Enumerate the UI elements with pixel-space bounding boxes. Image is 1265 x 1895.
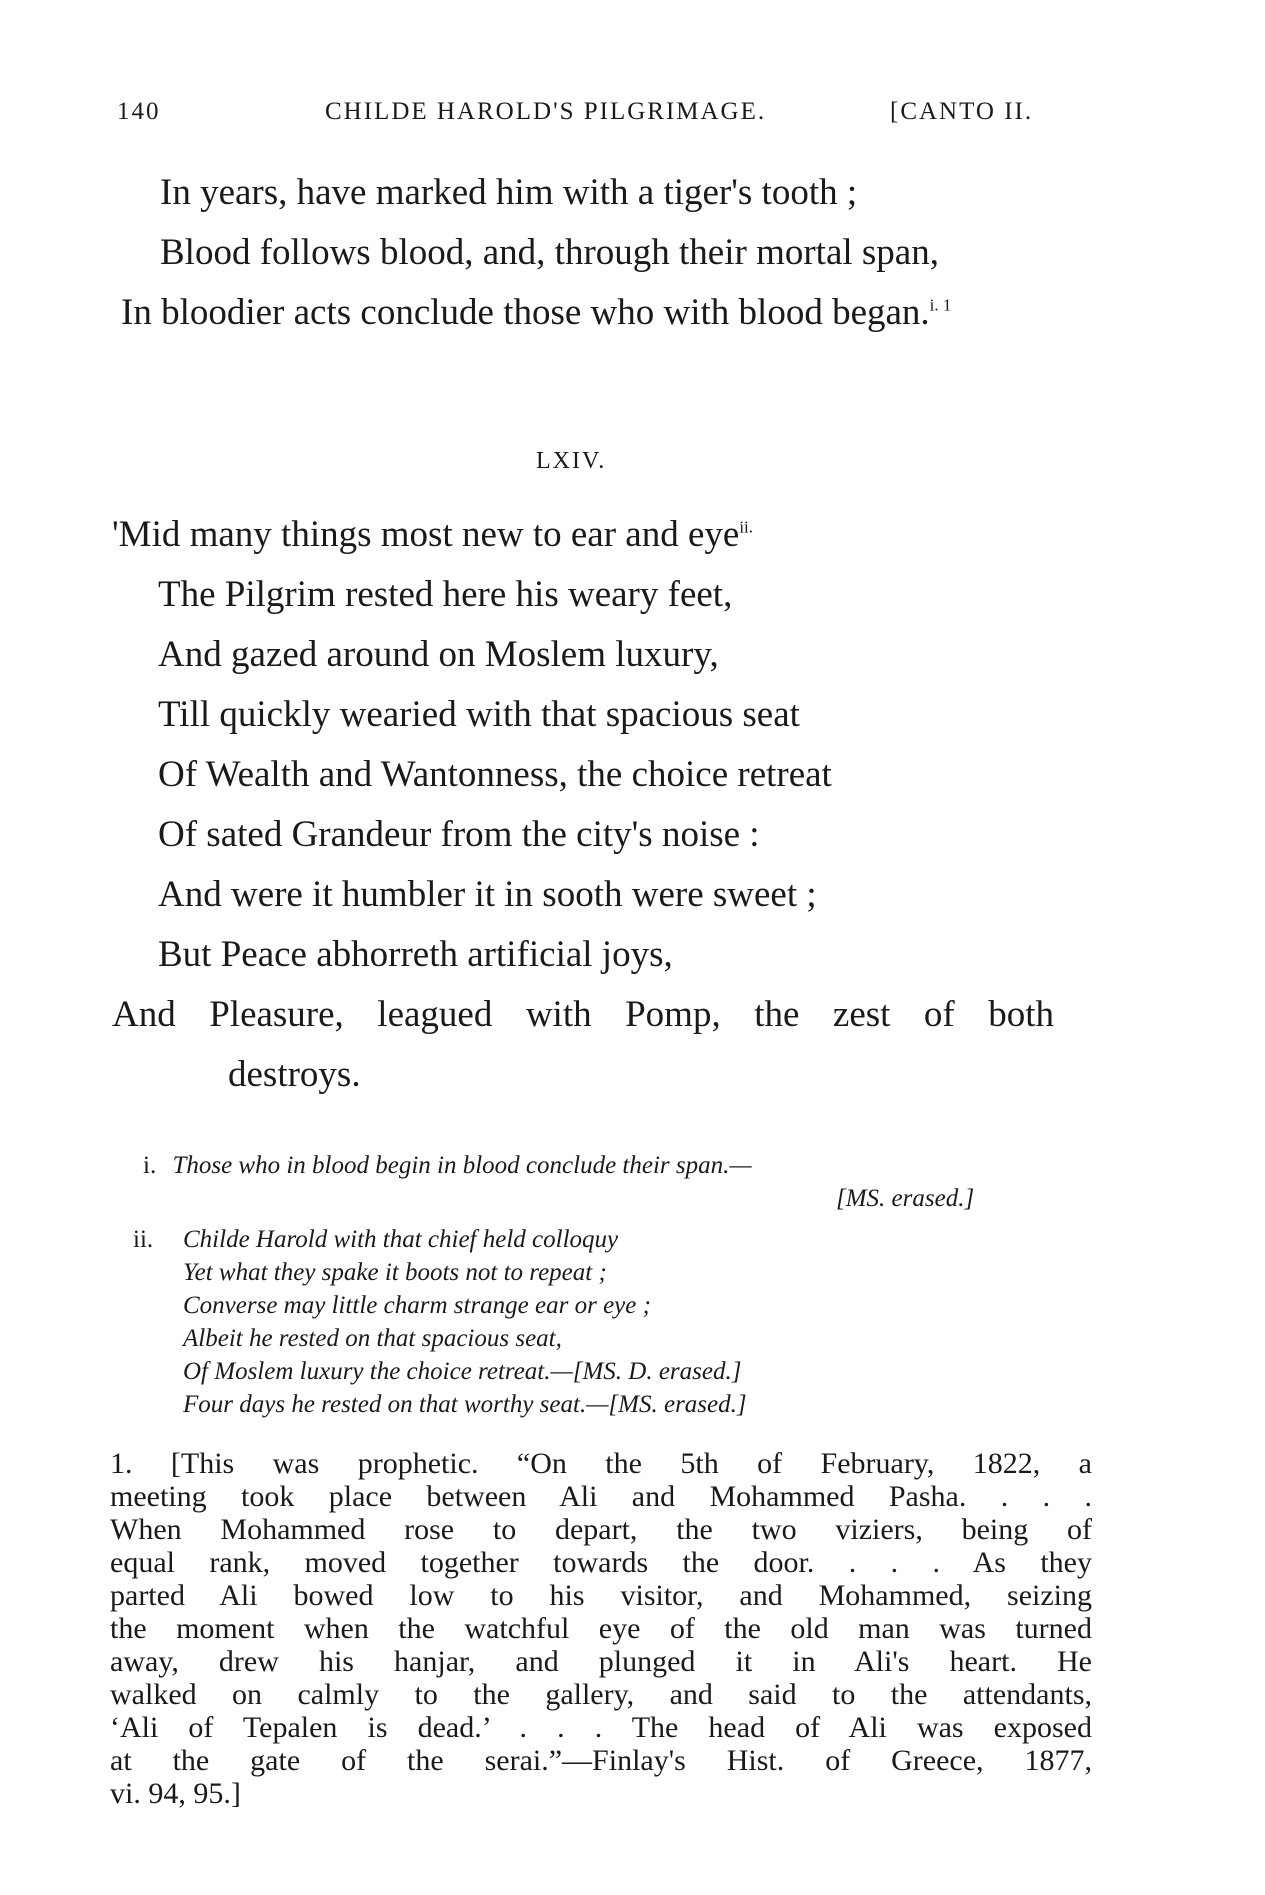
verse-line: And Pleasure, leagued with Pomp, the zest of both [112,994,1054,1035]
variant-line: Albeit he rested on that spacious seat, [183,1325,562,1352]
variant-i [143,1153,752,1178]
note-line: When Mohammed rose to depart, the two viziers, being of [110,1513,1092,1546]
note-line: meeting took place between Ali and Mohammed Pasha. . . . [110,1480,1092,1513]
page-number: 140 [117,98,161,125]
verse-line-with-refs [121,294,951,331]
verse-line: In bloodier acts conclude those who with blood began. [121,292,930,333]
verse-line: And were it humbler it in sooth were sweet ; [158,874,817,915]
running-title: CHILDE HAROLD'S PILGRIMAGE. [325,98,767,125]
variant-line: Four days he rested on that worthy seat.—[MS. erased.] [183,1391,747,1418]
verse-line: Of sated Grandeur from the city's noise : [158,814,760,855]
canto-label: [CANTO II. [890,98,1034,125]
note-line: walked on calmly to the gallery, and said to the attendants, [110,1678,1092,1711]
note-line: the moment when the watchful eye of the old man was turned [110,1612,1092,1645]
note-line: equal rank, moved together towards the door. . . . As they [110,1546,1092,1579]
note-line: ‘Ali of Tepalen is dead.’ . . . The head of Ali was exposed [110,1711,1092,1744]
note-line: 1. [This was prophetic. “On the 5th of February, 1822, a [110,1447,1092,1480]
note-line: away, drew his hanjar, and plunged it in Ali's heart. He [110,1645,1092,1678]
footnote-ref: ii. [739,517,754,537]
variant-line: Yet what they spake it boots not to repeat ; [183,1259,607,1286]
verse-line: Of Wealth and Wantonness, the choice retreat [158,754,832,795]
verse-line: In years, have marked him with a tiger's tooth ; [160,172,858,213]
stanza-number: LXIV. [536,448,607,474]
variant-line: Of Moslem luxury the choice retreat.—[MS. D. erased.] [183,1358,742,1385]
verse-line: 'Mid many things most new to ear and eye [112,514,740,555]
variant-line: Childe Harold with that chief held colloquy [183,1226,619,1253]
variant-number: ii. [133,1226,154,1253]
footnote-ref: i. 1 [929,295,952,315]
note-line: parted Ali bowed low to his visitor, and Mohammed, seizing [110,1579,1092,1612]
verse-line-with-ref [112,516,753,553]
note-line: vi. 94, 95.] [110,1777,241,1810]
variant-source: [MS. erased.] [836,1185,975,1212]
verse-line: The Pilgrim rested here his weary feet, [158,574,733,615]
verse-line: But Peace abhorreth artificial joys, [158,934,673,975]
verse-line: And gazed around on Moslem luxury, [158,634,719,675]
verse-line: Blood follows blood, and, through their mortal span, [160,232,939,273]
verse-line: destroys. [228,1054,361,1095]
variant-line: Converse may little charm strange ear or eye ; [183,1292,651,1319]
variant-text: Those who in blood begin in blood conclude their span.— [172,1152,752,1179]
note-line: at the gate of the serai.”—Finlay's Hist. of Greece, 1877, [110,1744,1092,1777]
verse-line: Till quickly wearied with that spacious seat [158,694,800,735]
variant-number: i. [143,1152,157,1179]
